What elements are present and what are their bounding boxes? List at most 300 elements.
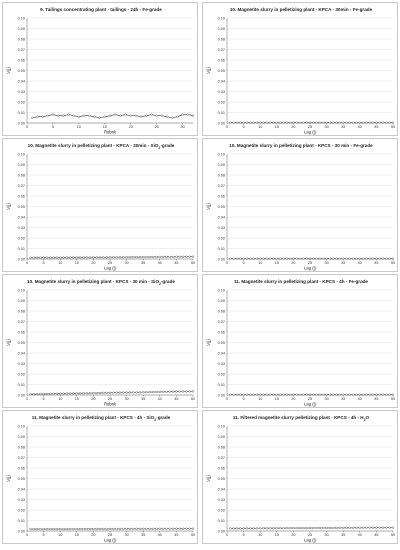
data-point bbox=[376, 258, 378, 260]
y-tick-label: 0.02 bbox=[217, 508, 225, 513]
y-tick-label: 0.09 bbox=[217, 434, 225, 439]
data-point bbox=[349, 122, 351, 124]
x-tick-label: 30 bbox=[324, 397, 329, 401]
data-point bbox=[96, 392, 98, 394]
data-point bbox=[86, 256, 88, 258]
data-point bbox=[187, 114, 189, 116]
data-point bbox=[73, 393, 75, 395]
y-tick-label: 0.01 bbox=[17, 246, 25, 251]
y-axis-label: V(j) bbox=[206, 339, 211, 346]
data-point bbox=[49, 257, 51, 259]
data-point bbox=[229, 122, 231, 124]
y-tick-label: 0.04 bbox=[217, 215, 225, 220]
x-tick-label: 40 bbox=[157, 261, 162, 265]
chart-svg bbox=[3, 139, 199, 273]
x-tick-label: 0 bbox=[225, 261, 229, 265]
y-tick-label: 0.08 bbox=[217, 173, 225, 178]
data-point bbox=[33, 393, 35, 395]
series-line bbox=[32, 115, 193, 118]
data-point bbox=[169, 391, 171, 393]
data-point bbox=[286, 122, 288, 124]
data-point bbox=[152, 256, 154, 258]
data-point bbox=[145, 115, 147, 117]
data-point bbox=[302, 394, 304, 396]
chart-panel bbox=[2, 138, 198, 272]
x-axis-label: Lag (j) bbox=[304, 401, 316, 407]
data-point bbox=[283, 527, 285, 529]
data-point bbox=[68, 114, 70, 116]
y-tick-label: 0.07 bbox=[17, 455, 25, 460]
x-tick-label: 35 bbox=[141, 533, 146, 537]
series-line bbox=[30, 391, 193, 394]
y-tick-label: 0.08 bbox=[17, 445, 25, 450]
data-point bbox=[293, 122, 295, 124]
data-point bbox=[83, 115, 85, 117]
chart-title: 10. Magnetite slurry in pelletizing plant - KPCA - 30min - Fe-grade bbox=[229, 7, 373, 12]
data-point bbox=[152, 391, 154, 393]
data-point bbox=[273, 258, 275, 260]
data-point bbox=[192, 256, 194, 258]
y-tick-label: 0.09 bbox=[17, 434, 25, 439]
y-tick-label: 0.08 bbox=[17, 173, 25, 178]
data-point bbox=[66, 393, 68, 395]
data-point bbox=[253, 258, 255, 260]
chart-svg bbox=[203, 411, 399, 545]
data-point bbox=[293, 394, 295, 396]
data-point bbox=[362, 122, 364, 124]
data-point bbox=[192, 528, 194, 530]
data-point bbox=[129, 392, 131, 394]
y-tick-label: 0.06 bbox=[17, 466, 25, 471]
data-point bbox=[136, 256, 138, 258]
data-point bbox=[356, 258, 358, 260]
data-point bbox=[246, 527, 248, 529]
y-tick-label: 0.10 bbox=[217, 288, 225, 293]
data-point bbox=[276, 122, 278, 124]
data-point bbox=[109, 392, 111, 394]
data-point bbox=[172, 391, 174, 393]
data-point bbox=[99, 528, 101, 530]
data-point bbox=[256, 122, 258, 124]
x-tick-label: 50 bbox=[190, 397, 196, 401]
data-point bbox=[132, 528, 134, 530]
data-point bbox=[286, 394, 288, 396]
data-point bbox=[179, 528, 181, 530]
y-tick-label: 0.04 bbox=[17, 487, 25, 492]
data-point bbox=[322, 122, 324, 124]
data-point bbox=[159, 528, 161, 530]
x-tick-label: 0 bbox=[25, 125, 29, 129]
data-point bbox=[349, 258, 351, 260]
data-point bbox=[309, 258, 311, 260]
data-point bbox=[309, 527, 311, 529]
data-point bbox=[392, 258, 394, 260]
y-tick-label: 0.10 bbox=[217, 16, 225, 21]
y-tick-label: 0.03 bbox=[217, 361, 225, 366]
data-point bbox=[129, 256, 131, 258]
data-point bbox=[169, 528, 171, 530]
x-tick-label: 10 bbox=[258, 125, 263, 129]
data-point bbox=[382, 394, 384, 396]
x-tick-label: 5 bbox=[242, 125, 245, 129]
data-point bbox=[119, 115, 121, 117]
x-tick-label: 10 bbox=[258, 533, 263, 537]
data-point bbox=[56, 393, 58, 395]
data-point bbox=[352, 258, 354, 260]
y-tick-label: 0.01 bbox=[217, 382, 225, 387]
data-point bbox=[283, 122, 285, 124]
y-axis-label: V(j) bbox=[206, 475, 211, 482]
y-tick-label: 0.07 bbox=[17, 183, 25, 188]
data-point bbox=[289, 527, 291, 529]
data-point bbox=[122, 256, 124, 258]
data-point bbox=[142, 391, 144, 393]
data-point bbox=[362, 258, 364, 260]
data-point bbox=[369, 258, 371, 260]
data-point bbox=[296, 258, 298, 260]
data-point bbox=[253, 527, 255, 529]
data-point bbox=[49, 393, 51, 395]
data-point bbox=[139, 528, 141, 530]
y-tick-label: 0.01 bbox=[17, 382, 25, 387]
y-axis-label: V(j) bbox=[6, 67, 11, 74]
data-point bbox=[329, 527, 331, 529]
y-tick-label: 0.02 bbox=[17, 508, 25, 513]
data-point bbox=[249, 394, 251, 396]
data-point bbox=[349, 527, 351, 529]
x-tick-label: 10 bbox=[258, 397, 263, 401]
data-point bbox=[96, 256, 98, 258]
data-point bbox=[382, 122, 384, 124]
y-tick-label: 0.03 bbox=[17, 225, 25, 230]
data-point bbox=[376, 122, 378, 124]
data-point bbox=[135, 115, 137, 117]
data-point bbox=[382, 258, 384, 260]
y-tick-label: 0.07 bbox=[217, 183, 225, 188]
data-point bbox=[136, 391, 138, 393]
x-tick-label: 45 bbox=[174, 533, 179, 537]
y-tick-label: 0.09 bbox=[17, 298, 25, 303]
data-point bbox=[182, 114, 184, 116]
x-axis-label: Lag (j) bbox=[304, 265, 316, 271]
data-point bbox=[266, 527, 268, 529]
x-tick-label: 5 bbox=[42, 533, 45, 537]
y-tick-label: 0.05 bbox=[217, 340, 225, 345]
data-point bbox=[109, 256, 111, 258]
data-point bbox=[112, 528, 114, 530]
data-point bbox=[146, 528, 148, 530]
x-tick-label: 25 bbox=[154, 125, 159, 129]
x-axis-label: Lag (j) bbox=[104, 265, 116, 271]
data-point bbox=[62, 115, 64, 117]
data-point bbox=[296, 527, 298, 529]
y-tick-label: 0.08 bbox=[17, 309, 25, 314]
y-tick-label: 0.02 bbox=[217, 236, 225, 241]
data-point bbox=[132, 391, 134, 393]
y-tick-label: 0.03 bbox=[17, 89, 25, 94]
y-tick-label: 0.08 bbox=[17, 37, 25, 42]
data-point bbox=[189, 390, 191, 392]
data-point bbox=[346, 258, 348, 260]
x-tick-label: 5 bbox=[242, 533, 245, 537]
y-tick-label: 0.06 bbox=[217, 466, 225, 471]
data-point bbox=[266, 258, 268, 260]
data-point bbox=[359, 527, 361, 529]
x-tick-label: 50 bbox=[390, 125, 396, 129]
data-point bbox=[126, 528, 128, 530]
y-tick-label: 0.00 bbox=[217, 529, 225, 534]
data-point bbox=[116, 256, 118, 258]
y-axis-label: V(j) bbox=[206, 203, 211, 210]
data-point bbox=[172, 528, 174, 530]
data-point bbox=[359, 258, 361, 260]
y-tick-label: 0.06 bbox=[217, 58, 225, 63]
x-tick-label: 50 bbox=[390, 397, 396, 401]
data-point bbox=[182, 256, 184, 258]
data-point bbox=[102, 392, 104, 394]
data-point bbox=[269, 258, 271, 260]
data-point bbox=[339, 527, 341, 529]
data-point bbox=[83, 392, 85, 394]
data-point bbox=[106, 392, 108, 394]
data-point bbox=[36, 393, 38, 395]
data-point bbox=[385, 122, 387, 124]
data-point bbox=[139, 256, 141, 258]
data-point bbox=[263, 394, 265, 396]
y-tick-label: 0.01 bbox=[217, 110, 225, 115]
x-tick-label: 50 bbox=[390, 533, 396, 537]
chart-title: 11. Magnetite slurry in pelletizing plant - KPCS - 4h - SiO$_2$-grade bbox=[31, 415, 171, 422]
data-point bbox=[56, 528, 58, 530]
x-tick-label: 35 bbox=[341, 125, 346, 129]
data-point bbox=[332, 122, 334, 124]
data-point bbox=[102, 528, 104, 530]
x-tick-label: 30 bbox=[180, 125, 185, 129]
data-point bbox=[53, 393, 55, 395]
y-tick-label: 0.10 bbox=[17, 424, 25, 429]
y-tick-label: 0.04 bbox=[217, 351, 225, 356]
data-point bbox=[246, 394, 248, 396]
x-tick-label: 15 bbox=[274, 533, 279, 537]
data-point bbox=[36, 116, 38, 118]
data-point bbox=[152, 528, 154, 530]
data-point bbox=[166, 391, 168, 393]
data-point bbox=[326, 258, 328, 260]
x-tick-label: 0 bbox=[225, 397, 229, 401]
data-point bbox=[89, 392, 91, 394]
data-point bbox=[33, 528, 35, 530]
data-point bbox=[389, 258, 391, 260]
data-point bbox=[342, 394, 344, 396]
data-point bbox=[42, 116, 44, 118]
data-point bbox=[369, 122, 371, 124]
data-point bbox=[119, 392, 121, 394]
data-point bbox=[276, 258, 278, 260]
data-point bbox=[182, 391, 184, 393]
y-tick-label: 0.05 bbox=[17, 476, 25, 481]
x-tick-label: 25 bbox=[307, 397, 313, 401]
data-point bbox=[253, 122, 255, 124]
data-point bbox=[342, 258, 344, 260]
x-tick-label: 25 bbox=[307, 125, 313, 129]
data-point bbox=[299, 258, 301, 260]
data-point bbox=[369, 527, 371, 529]
data-point bbox=[376, 394, 378, 396]
data-point bbox=[376, 527, 378, 529]
data-point bbox=[352, 122, 354, 124]
data-point bbox=[243, 527, 245, 529]
x-tick-label: 20 bbox=[91, 397, 96, 401]
data-point bbox=[73, 257, 75, 259]
data-point bbox=[109, 115, 111, 117]
y-tick-label: 0.09 bbox=[217, 162, 225, 167]
data-point bbox=[316, 122, 318, 124]
data-point bbox=[309, 394, 311, 396]
data-point bbox=[93, 256, 95, 258]
data-point bbox=[389, 122, 391, 124]
data-point bbox=[276, 394, 278, 396]
data-point bbox=[392, 527, 394, 529]
x-tick-label: 25 bbox=[107, 533, 113, 537]
data-point bbox=[372, 527, 374, 529]
x-tick-label: 45 bbox=[374, 397, 379, 401]
data-point bbox=[93, 392, 95, 394]
data-point bbox=[146, 256, 148, 258]
data-point bbox=[299, 122, 301, 124]
data-point bbox=[99, 117, 101, 119]
data-point bbox=[253, 394, 255, 396]
data-point bbox=[243, 122, 245, 124]
x-tick-label: 0 bbox=[25, 533, 29, 537]
data-point bbox=[236, 394, 238, 396]
x-tick-label: 50 bbox=[190, 261, 196, 265]
data-point bbox=[83, 256, 85, 258]
x-axis-label: Lag (j) bbox=[304, 129, 316, 135]
data-point bbox=[96, 528, 98, 530]
data-point bbox=[322, 394, 324, 396]
data-point bbox=[233, 394, 235, 396]
data-point bbox=[99, 256, 101, 258]
y-tick-label: 0.09 bbox=[217, 298, 225, 303]
y-tick-label: 0.00 bbox=[17, 393, 25, 398]
data-point bbox=[379, 258, 381, 260]
chart-title: 10. Magnetite slurry in pelletizing plant - KPCS - 30 min - SiO$_2$-grade bbox=[27, 279, 175, 286]
data-point bbox=[46, 257, 48, 259]
y-axis-label: V(j) bbox=[6, 475, 11, 482]
data-point bbox=[31, 117, 33, 119]
data-point bbox=[312, 527, 314, 529]
data-point bbox=[306, 122, 308, 124]
y-tick-label: 0.09 bbox=[217, 26, 225, 31]
y-tick-label: 0.04 bbox=[217, 487, 225, 492]
y-tick-label: 0.05 bbox=[17, 68, 25, 73]
data-point bbox=[356, 527, 358, 529]
data-point bbox=[306, 394, 308, 396]
data-point bbox=[59, 393, 61, 395]
y-tick-label: 0.10 bbox=[17, 288, 25, 293]
x-tick-label: 35 bbox=[341, 533, 346, 537]
data-point bbox=[159, 391, 161, 393]
data-point bbox=[236, 527, 238, 529]
data-point bbox=[239, 122, 241, 124]
x-tick-label: 45 bbox=[374, 261, 379, 265]
data-point bbox=[389, 394, 391, 396]
x-tick-label: 10 bbox=[76, 125, 81, 129]
data-point bbox=[76, 392, 78, 394]
data-point bbox=[73, 115, 75, 117]
data-point bbox=[273, 527, 275, 529]
y-tick-label: 0.05 bbox=[217, 204, 225, 209]
data-point bbox=[372, 122, 374, 124]
x-tick-label: 5 bbox=[42, 261, 45, 265]
data-point bbox=[296, 122, 298, 124]
y-tick-label: 0.06 bbox=[17, 194, 25, 199]
data-point bbox=[263, 527, 265, 529]
data-point bbox=[389, 527, 391, 529]
data-point bbox=[185, 528, 187, 530]
data-point bbox=[279, 258, 281, 260]
x-tick-label: 50 bbox=[190, 533, 196, 537]
y-tick-label: 0.09 bbox=[17, 26, 25, 31]
data-point bbox=[142, 256, 144, 258]
data-point bbox=[312, 394, 314, 396]
data-point bbox=[76, 528, 78, 530]
data-point bbox=[126, 256, 128, 258]
data-point bbox=[339, 394, 341, 396]
data-point bbox=[299, 527, 301, 529]
data-point bbox=[86, 392, 88, 394]
data-point bbox=[319, 394, 321, 396]
data-point bbox=[352, 394, 354, 396]
data-point bbox=[56, 257, 58, 259]
data-point bbox=[336, 394, 338, 396]
data-point bbox=[151, 114, 153, 116]
data-point bbox=[39, 393, 41, 395]
x-axis-label: Lag (j) bbox=[304, 537, 316, 543]
data-point bbox=[322, 258, 324, 260]
data-point bbox=[156, 391, 158, 393]
data-point bbox=[263, 258, 265, 260]
data-point bbox=[239, 394, 241, 396]
chart-title: 9. Tailings concentrating plant - tailings - 24h - Fe-grade bbox=[40, 7, 162, 12]
data-point bbox=[243, 394, 245, 396]
data-point bbox=[192, 390, 194, 392]
y-tick-label: 0.06 bbox=[17, 330, 25, 335]
data-point bbox=[289, 122, 291, 124]
data-point bbox=[166, 528, 168, 530]
data-point bbox=[286, 258, 288, 260]
data-point bbox=[239, 258, 241, 260]
data-point bbox=[176, 256, 178, 258]
data-point bbox=[379, 394, 381, 396]
data-point bbox=[273, 394, 275, 396]
y-tick-label: 0.00 bbox=[217, 257, 225, 262]
data-point bbox=[302, 122, 304, 124]
data-point bbox=[46, 393, 48, 395]
data-point bbox=[59, 257, 61, 259]
data-point bbox=[309, 122, 311, 124]
y-axis-label: V(j) bbox=[6, 339, 11, 346]
data-point bbox=[166, 256, 168, 258]
data-point bbox=[279, 527, 281, 529]
y-tick-label: 0.05 bbox=[17, 204, 25, 209]
data-point bbox=[229, 258, 231, 260]
data-point bbox=[299, 394, 301, 396]
data-point bbox=[179, 256, 181, 258]
data-point bbox=[259, 527, 261, 529]
data-point bbox=[179, 391, 181, 393]
data-point bbox=[169, 256, 171, 258]
